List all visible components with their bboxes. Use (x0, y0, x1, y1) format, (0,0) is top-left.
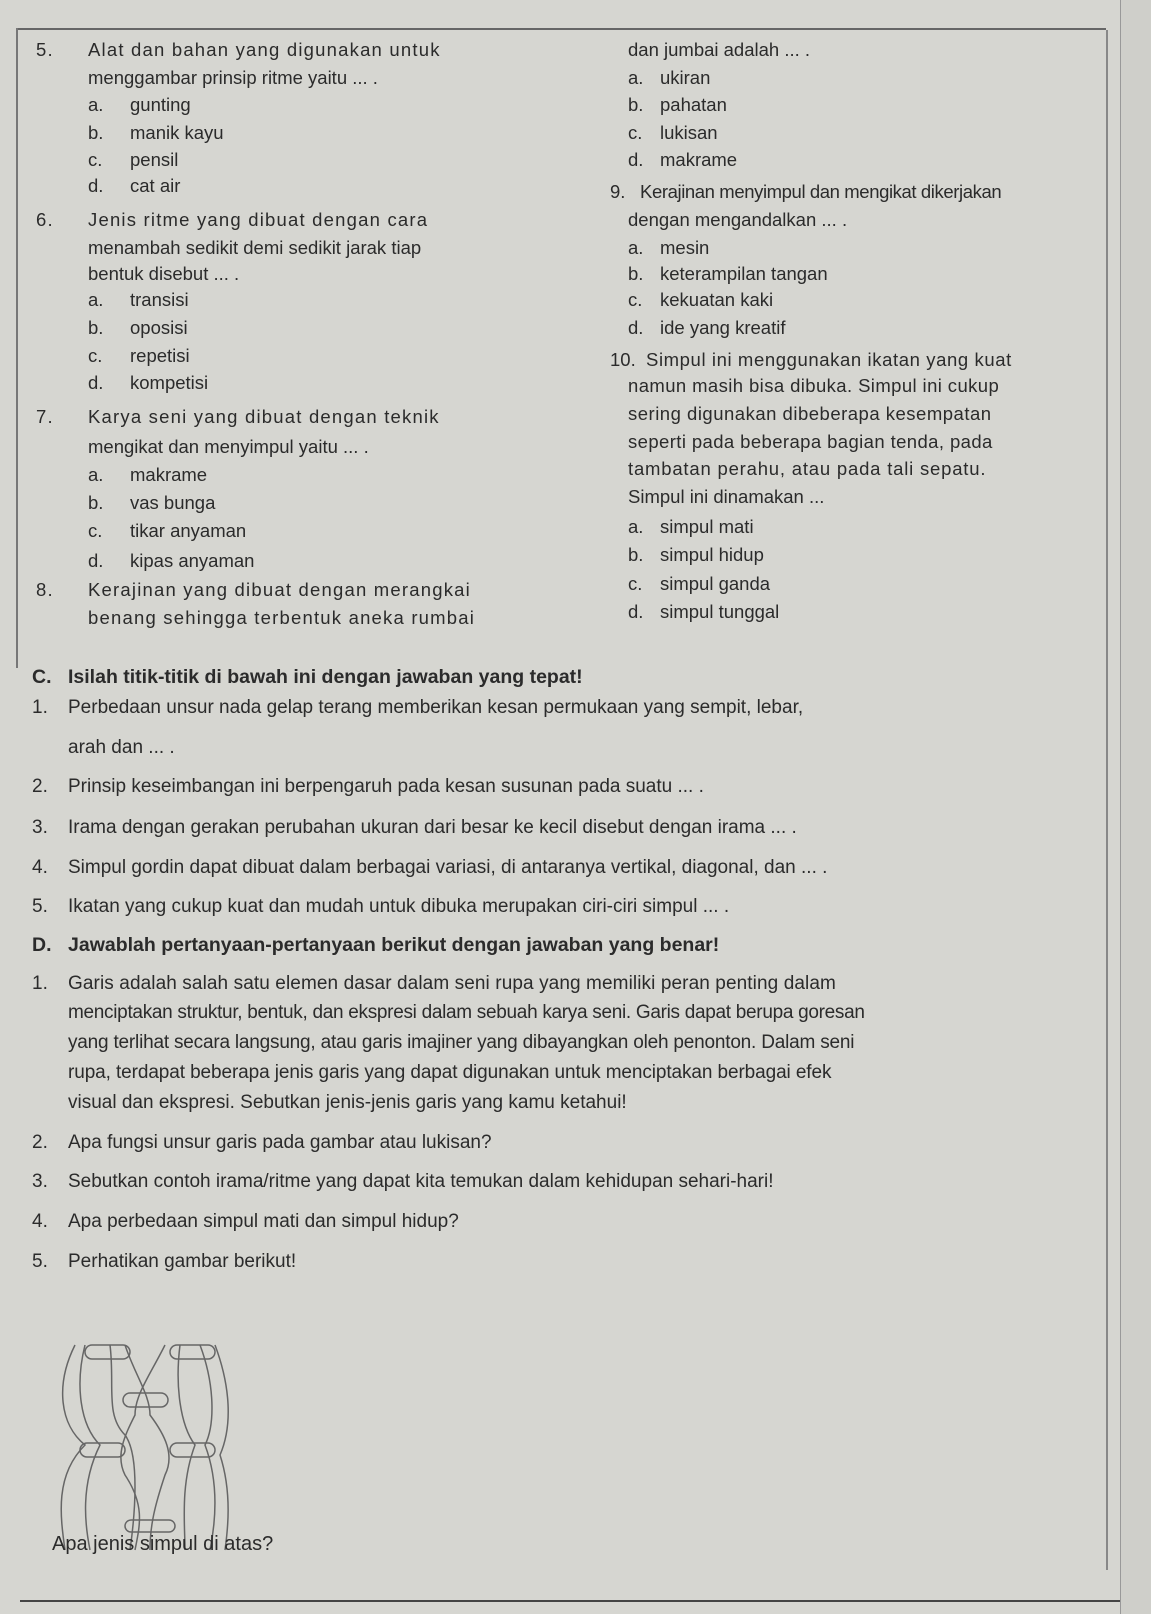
question-text: Kerajinan menyimpul dan mengikat dikerjakan (640, 181, 1002, 202)
option-letter: b. (88, 122, 104, 143)
question-text: Simpul ini menggunakan ikatan yang kuat (646, 349, 1012, 370)
option-letter: b. (88, 317, 104, 338)
question-text: menggambar prinsip ritme yaitu ... . (88, 67, 378, 88)
option-letter: b. (88, 492, 104, 513)
figure-question: Apa jenis simpul di atas? (52, 1533, 274, 1555)
item-number: 5. (32, 896, 48, 917)
option-letter: d. (628, 601, 644, 622)
option-text: ide yang kreatif (660, 317, 786, 338)
item-number: 2. (32, 776, 48, 797)
section-letter: D. (32, 934, 52, 956)
option-text: manik kayu (130, 122, 224, 143)
item-number: 4. (32, 1211, 48, 1232)
option-text: simpul mati (660, 516, 754, 537)
item-text: Irama dengan gerakan perubahan ukuran dari besar ke kecil disebut dengan irama ... . (68, 817, 797, 838)
question-text: bentuk disebut ... . (88, 263, 240, 284)
option-letter: c. (88, 345, 103, 366)
question-number: 9. (610, 181, 626, 202)
question-text: Alat dan bahan yang digunakan untuk (88, 39, 441, 60)
option-letter: d. (628, 149, 644, 170)
option-letter: c. (88, 520, 103, 541)
item-number: 3. (32, 817, 48, 838)
item-text: menciptakan struktur, bentuk, dan ekspresi dalam sebuah karya seni. Garis dapat berupa goresan (68, 1002, 865, 1023)
question-number: 7. (36, 406, 54, 427)
item-text: rupa, terdapat beberapa jenis garis yang dapat digunakan untuk menciptakan berbagai efek (68, 1062, 832, 1083)
option-letter: b. (628, 94, 644, 115)
option-letter: c. (628, 573, 643, 594)
item-text: visual dan ekspresi. Sebutkan jenis-jenis garis yang kamu ketahui! (68, 1092, 627, 1113)
option-text: lukisan (660, 122, 718, 143)
item-text: Perhatikan gambar berikut! (68, 1251, 297, 1272)
option-text: pahatan (660, 94, 727, 115)
option-text: makrame (660, 149, 738, 170)
option-text: simpul ganda (660, 573, 771, 594)
question-text: tambatan perahu, atau pada tali sepatu. (628, 458, 987, 479)
item-number: 1. (32, 697, 48, 718)
frame-top-border (16, 28, 1106, 30)
option-text: vas bunga (130, 492, 216, 513)
question-text: Kerajinan yang dibuat dengan merangkai (88, 579, 471, 600)
item-number: 1. (32, 973, 48, 994)
option-letter: a. (88, 289, 104, 310)
option-text: kipas anyaman (130, 550, 255, 571)
knot-cords (61, 1345, 228, 1550)
section-heading: Jawablah pertanyaan-pertanyaan berikut dengan jawaban yang benar! (68, 934, 720, 956)
item-text: Prinsip keseimbangan ini berpengaruh pada kesan susunan pada suatu ... . (68, 776, 704, 797)
item-text: Ikatan yang cukup kuat dan mudah untuk dibuka merupakan ciri-ciri simpul ... . (68, 896, 730, 917)
option-text: ukiran (660, 67, 711, 88)
item-text: Apa perbedaan simpul mati dan simpul hidup? (68, 1211, 459, 1232)
option-letter: b. (628, 544, 644, 565)
option-letter: b. (628, 263, 644, 284)
section-heading: Isilah titik-titik di bawah ini dengan jawaban yang tepat! (68, 666, 583, 688)
question-text: mengikat dan menyimpul yaitu ... . (88, 436, 369, 457)
option-letter: d. (628, 317, 644, 338)
option-text: pensil (130, 149, 179, 170)
item-number: 2. (32, 1132, 48, 1153)
option-text: cat air (130, 175, 181, 196)
option-letter: a. (628, 516, 644, 537)
option-text: tikar anyaman (130, 520, 247, 541)
option-text: kompetisi (130, 372, 209, 393)
question-number: 6. (36, 209, 54, 230)
question-text: seperti pada beberapa bagian tenda, pada (628, 431, 993, 452)
option-letter: a. (628, 237, 644, 258)
option-letter: d. (88, 550, 104, 571)
item-text: Sebutkan contoh irama/ritme yang dapat kita temukan dalam kehidupan sehari-hari! (68, 1171, 774, 1192)
frame-left-border (16, 28, 18, 668)
frame-right-border (1106, 30, 1108, 1570)
question-text: sering digunakan dibeberapa kesempatan (628, 403, 992, 424)
frame-bottom-border (20, 1600, 1120, 1602)
option-text: transisi (130, 289, 189, 310)
option-letter: a. (628, 67, 644, 88)
question-text: namun masih bisa dibuka. Simpul ini cukup (628, 375, 1000, 396)
item-text: yang terlihat secara langsung, atau garis imajiner yang dibayangkan oleh penonton. Dalam seni (68, 1032, 855, 1053)
question-text: Jenis ritme yang dibuat dengan cara (88, 209, 429, 230)
question-number: 8. (36, 579, 54, 600)
item-number: 4. (32, 857, 48, 878)
question-text: menambah sedikit demi sedikit jarak tiap (88, 237, 422, 258)
option-text: oposisi (130, 317, 188, 338)
option-text: keterampilan tangan (660, 263, 828, 284)
question-text: benang sehingga terbentuk aneka rumbai (88, 607, 476, 628)
section-letter: C. (32, 666, 52, 688)
option-letter: a. (88, 94, 104, 115)
question-number: 10. (610, 349, 636, 370)
option-text: makrame (130, 464, 208, 485)
item-number: 3. (32, 1171, 48, 1192)
page-edge (1120, 0, 1151, 1614)
macrame-knot-illustration (55, 1325, 235, 1555)
option-letter: c. (628, 289, 643, 310)
item-text: Apa fungsi unsur garis pada gambar atau lukisan? (68, 1132, 492, 1153)
option-text: repetisi (130, 345, 190, 366)
option-letter: d. (88, 175, 104, 196)
item-text: arah dan ... . (68, 737, 175, 758)
option-text: mesin (660, 237, 710, 258)
option-text: simpul hidup (660, 544, 764, 565)
question-text: Simpul ini dinamakan ... (628, 486, 825, 507)
option-letter: c. (628, 122, 643, 143)
question-text: dan jumbai adalah ... . (628, 39, 811, 60)
item-text: Garis adalah salah satu elemen dasar dalam seni rupa yang memiliki peran penting dalam (68, 973, 836, 994)
option-letter: c. (88, 149, 103, 170)
item-number: 5. (32, 1251, 48, 1272)
option-letter: d. (88, 372, 104, 393)
question-number: 5. (36, 39, 54, 60)
question-text: dengan mengandalkan ... . (628, 209, 848, 230)
option-text: simpul tunggal (660, 601, 780, 622)
question-text: Karya seni yang dibuat dengan teknik (88, 406, 440, 427)
item-text: Simpul gordin dapat dibuat dalam berbagai variasi, di antaranya vertikal, diagonal, dan ... . (68, 857, 828, 878)
item-text: Perbedaan unsur nada gelap terang memberikan kesan permukaan yang sempit, lebar, (68, 697, 804, 718)
option-text: gunting (130, 94, 191, 115)
option-letter: a. (88, 464, 104, 485)
option-text: kekuatan kaki (660, 289, 774, 310)
